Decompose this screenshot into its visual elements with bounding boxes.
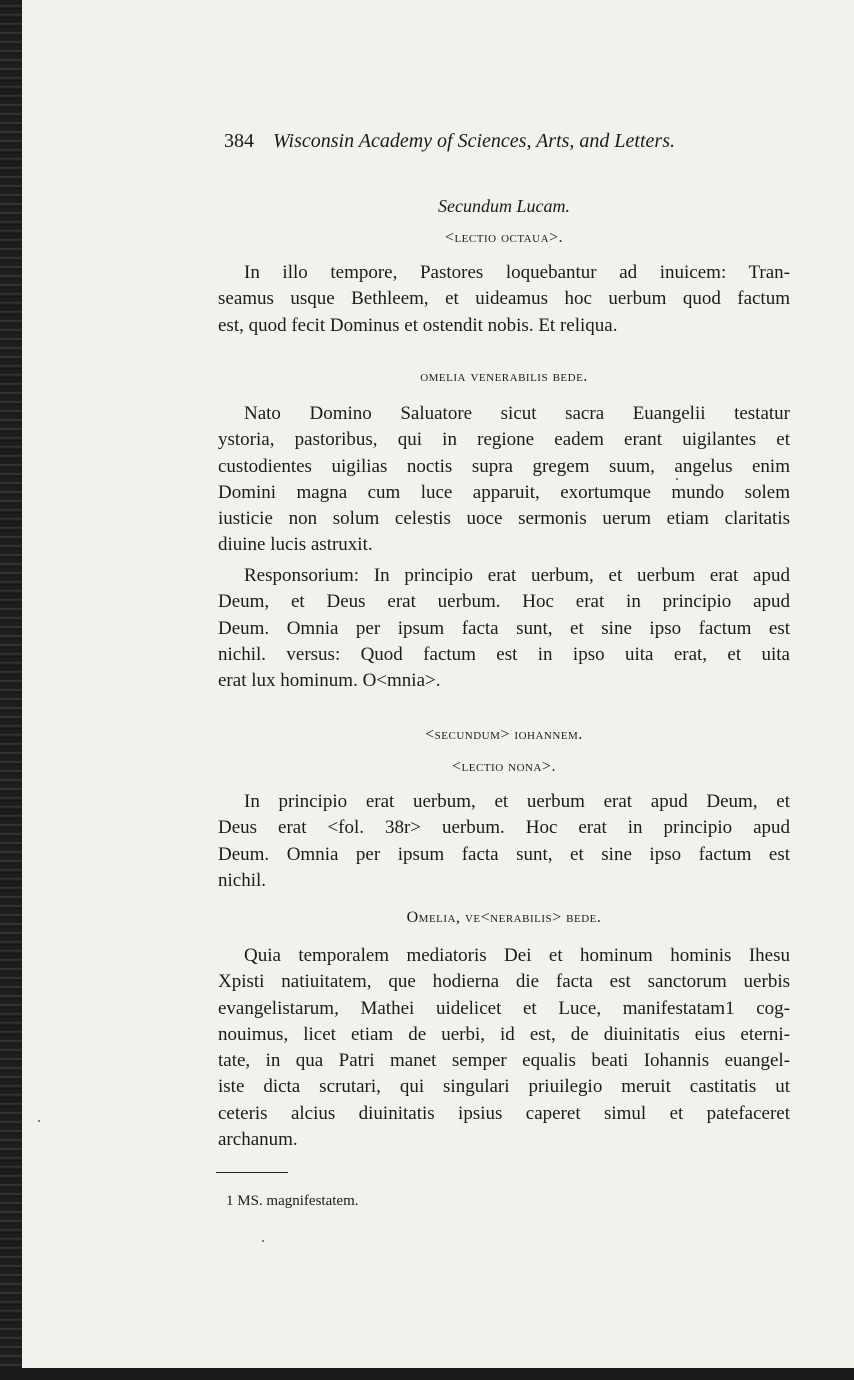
lectio-heading-nona: <lectio nona>. [452,758,556,775]
running-title: Wisconsin Academy of Sciences, Arts, and Letters. [273,130,675,152]
footnote-rule [216,1172,288,1173]
scan-bottom-edge [0,1368,854,1380]
text-line: ystoria, pastoribus, qui in regione eadem erant uigilantes et [218,429,790,451]
running-header [224,130,754,153]
text-line: nouimus, licet etiam de uerbi, id est, de diuinitatis eius eterni- [218,1023,790,1045]
text-line: tate, in qua Patri manet semper equalis beati Iohannis euangel- [218,1050,790,1072]
text-line: iusticie non solum celestis uoce sermonis uerum etiam claritatis [218,508,790,530]
lectio-nona-text [218,789,790,894]
footnote: 1 MS. magnifestatem. [226,1193,359,1209]
responsorium-text [218,563,790,694]
scan-speck [38,1120,40,1122]
scan-left-edge [0,0,22,1380]
omelia-heading-2: Omelia, ve<nerabilis> bede. [406,909,602,926]
text-line: Deum. Omnia per ipsum facta sunt, et sine ipso factum est [218,843,790,865]
text-line: nichil. [218,869,267,891]
text-line: est, quod fecit Dominus et ostendit nobis. Et reliqua. [218,314,618,336]
text-line: Deus erat <fol. 38r> uerbum. Hoc erat in principio apud [218,817,790,839]
omelia-heading-1: omelia venerabilis bede. [420,368,588,385]
text-line: Deum. Omnia per ipsum facta sunt, et sine ipso factum est [218,617,790,639]
text-line: Deum, et Deus erat uerbum. Hoc erat in principio apud [218,591,790,613]
text-line: custodientes uigilias noctis supra gregem suum, angelus enim [218,455,790,477]
text-line: Domini magna cum luce apparuit, exortumque mundo solem [218,481,790,503]
text-line: archanum. [218,1129,298,1151]
text-line: In principio erat uerbum, et uerbum erat apud Deum, et [244,791,790,812]
lectio-heading-octaua: <lectio octaua>. [444,229,564,246]
page-number: 384 [224,130,254,152]
text-line: Nato Domino Saluatore sicut sacra Euangelii testatur [244,403,790,424]
text-line: ceteris alcius diuinitatis ipsius caperet simul et patefaceret [218,1102,790,1124]
section-heading-lucam: Secundum Lucam. [438,196,570,216]
omelia-2-text [218,943,790,1153]
text-line: seamus usque Bethleem, et uideamus hoc uerbum quod factum [218,288,790,310]
text-line: Quia temporalem mediatoris Dei et hominum hominis Ihesu [244,945,790,966]
text-line: erat lux hominum. O<mnia>. [218,670,441,692]
text-line: iste dicta scrutari, qui singulari priuilegio meruit castitatis ut [218,1076,790,1098]
text-line: In illo tempore, Pastores loquebantur ad inuicem: Tran- [244,262,790,283]
text-line: evangelistarum, Mathei uidelicet et Luce, manifestatam1 cog- [218,997,790,1019]
scan-speck [262,1240,264,1242]
text-line: Responsorium: In principio erat uerbum, et uerbum erat apud [244,565,790,586]
lectio-octaua-text [218,260,790,339]
scan-speck [676,478,678,480]
text-line: diuine lucis astruxit. [218,534,373,556]
text-line: nichil. versus: Quod factum est in ipso uita erat, et uita [218,643,790,665]
omelia-1-text [218,401,790,559]
text-line: Xpisti natiuitatem, que hodierna die facta est sanctorum uerbis [218,971,790,993]
section-heading-iohannem: <secundum> iohannem. [425,726,583,743]
